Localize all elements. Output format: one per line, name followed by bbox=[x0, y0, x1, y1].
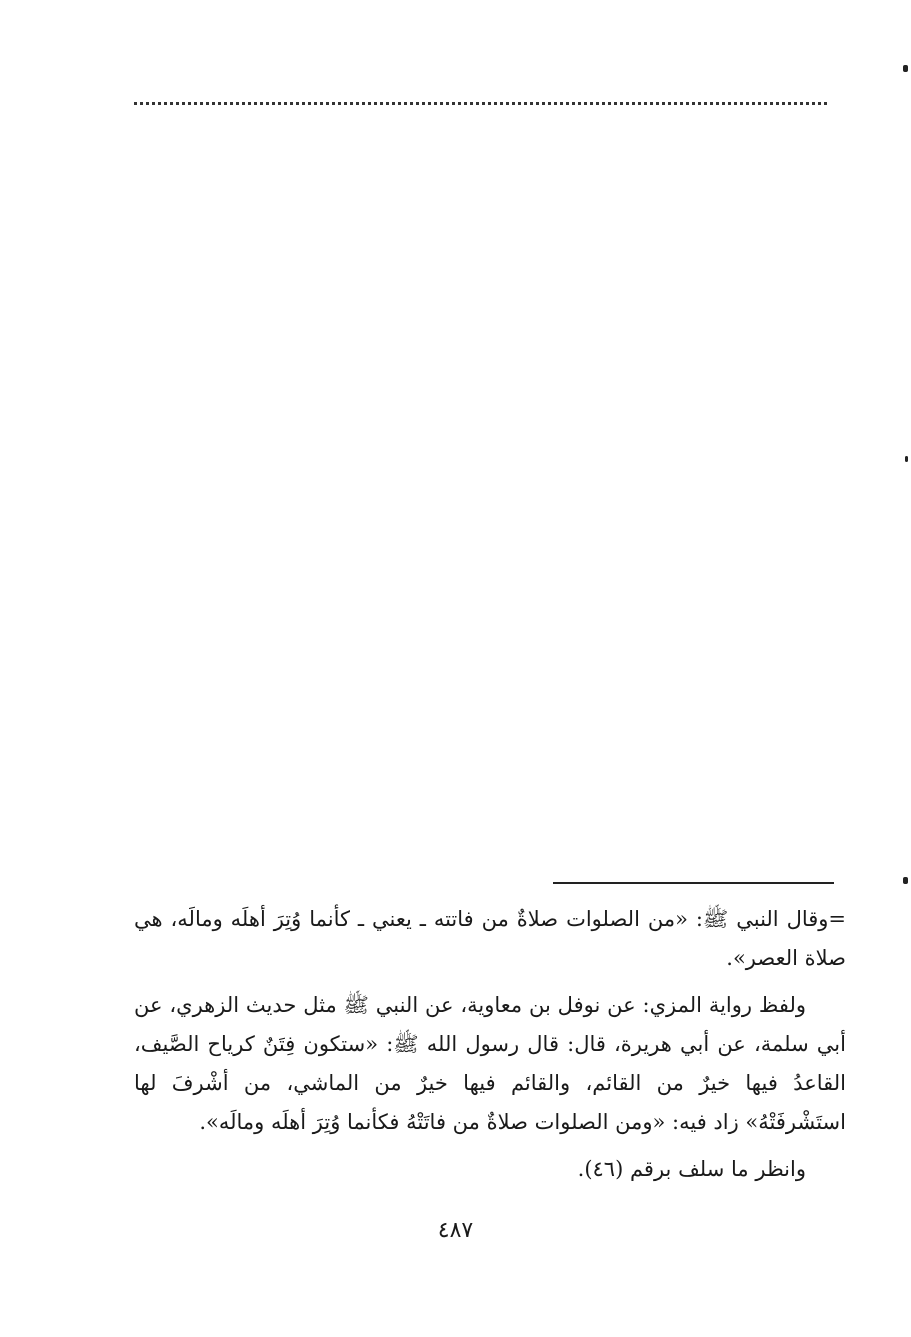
footnote-paragraph-3: وانظر ما سلف برقم (٤٦). bbox=[577, 1157, 806, 1181]
page-number: ٤٨٧ bbox=[437, 1218, 474, 1243]
margin-mark-top bbox=[903, 65, 908, 72]
footnote-paragraph-2: ولفظ رواية المزي: عن نوفل بن معاوية، عن النبي ﷺ مثل حديث الزهري، عن أبي سلمة، عن أبي هريرة، قال: قال رسول الله ﷺ: «ستكون فِتَنٌ كرياح الصَّيف، القاعدُ فيها خيرٌ من القائم، والقائم فيها خيرٌ من الماشي، من أشْرفَ لها استَشْرفَتْهُ» زاد فيه: «ومن الصلوات صلاةٌ من فاتَتْهُ فكأنما وُتِرَ أهلَه ومالَه». bbox=[134, 993, 846, 1134]
dotted-separator bbox=[134, 102, 827, 105]
footnote-separator-line bbox=[553, 882, 834, 884]
footnotes-section bbox=[134, 900, 846, 1197]
margin-mark-middle bbox=[905, 456, 908, 462]
footnote-paragraph-1: =وقال النبي ﷺ: «من الصلوات صلاةٌ من فاتته ـ يعني ـ كأنما وُتِرَ أهلَه ومالَه، هي صلاة العصر». bbox=[134, 907, 846, 970]
margin-mark-bottom bbox=[903, 877, 908, 884]
